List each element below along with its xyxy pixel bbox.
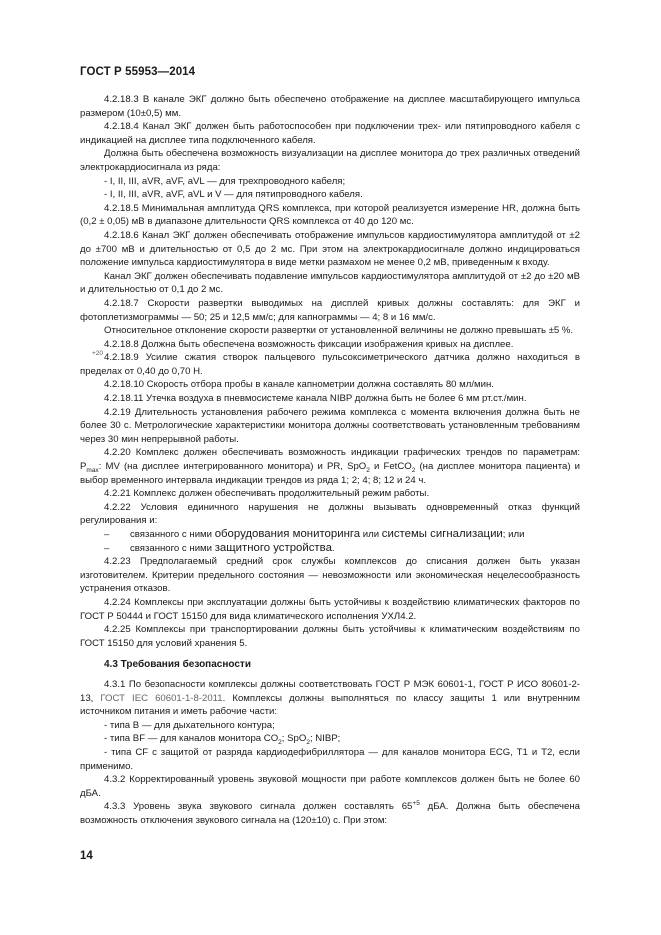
paragraph: Канал ЭКГ должен обеспечивать подавление импульсов кардиостимулятора амплитудой от ±2 до ±20 мВ и длительностью от 0,1 до 2 мс. — [80, 270, 580, 296]
list-item: - I, II, III, aVR, aVF, aVL и V — для пятипроводного кабеля. — [104, 189, 363, 201]
paragraph: 4.2.18.5 Минимальная амплитуда QRS комплекса, при которой реализуется измерение HR, должна быть (0,2 ± 0,05) мВ в диапазоне длительности QRS комплекса от 40 до 120 мс. — [80, 202, 580, 228]
paragraph: 4.2.18.7 Скорости развертки выводимых на дисплей кривых должны составлять: для ЭКГ и фотоплетизмограммы — 50; 25 и 12,5 мм/с; для капнограммы — 4; 8 и 16 мм/с. — [80, 297, 580, 323]
document-body — [80, 93, 580, 827]
dash-term: оборудования мониторинга — [214, 528, 361, 540]
paragraph: 4.2.19 Длительность установления рабочего режима комплекса с момента включения должна быть не более 30 с. Метрологические характеристики монитора должны соответствовать установленным требованиям через 30 мин непрерывной работы. — [80, 406, 580, 445]
safety-text-c: . Комплексы должны выполняться по классу защиты 1 или внутренним источником питания и иметь рабочие части: — [80, 692, 581, 718]
paragraph: Должна быть обеспечена возможность визуализации на дисплее монитора до трех различных отведений электрокардиосигнала из ряда: — [80, 148, 580, 173]
bf-text-a: - типа BF — для каналов монитора CO — [104, 733, 279, 745]
paragraph: 4.2.23 Предполагаемый средний срок службы комплексов до списания должен быть указан изготовителем. Критерии предельного состояния — невозможности или экономическая нецелесообразность устранения отказов. — [80, 556, 580, 595]
dash-item: – связанного с ними защитного устройства. — [104, 541, 335, 554]
safety-text-a: 4.3.1 По безопасности комплексы должны соответствовать ГОСТ Р МЭК 60601-1, ГОСТ Р ИСО 80601-2-13, — [80, 678, 580, 704]
dash-text: или — [362, 529, 380, 540]
dash-text: связанного с ними — [130, 542, 213, 554]
paragraph: 4.2.18.8 Должна быть обеспечена возможность фиксации изображения кривых на дисплее. — [104, 338, 514, 350]
paragraph: Относительное отклонение скорости развертки от установленной величины не должно превышать ±5 %. — [104, 325, 574, 337]
margin-note: +20 — [92, 350, 104, 357]
paragraph-trends: 4.2.20 Комплекс должен обеспечивать возможность индикации графических трендов по параметрам: $P_{max}$: MV (на дисплее интегрированного монитора) и PR, SpO$_2$ и FetCO$_2$ (на дисплее монитора пациента) и выбор временного интервала индикации трендов из ряда 1; 2; 4; 8; 12 и 24 ч. — [80, 447, 580, 486]
paragraph: 4.2.25 Комплексы при транспортировании должны быть устойчивы к климатическим воздействиям по ГОСТ 15150 для условий хранения 5. — [80, 624, 580, 649]
sound-text-a: 4.3.3 Уровень звука звукового сигнала должен составлять 65 — [104, 801, 413, 813]
dash-text: связанного с ними — [130, 529, 213, 540]
list-item-cf: - типа CF с защитой от разряда кардиодефибриллятора — для каналов монитора ECG, T1 и T2, если применимо. — [80, 746, 580, 772]
page-number: 14 — [80, 850, 93, 862]
trends-text-c: (на дисплее монитора пациента) и выбор временного интервала индикации трендов из ряда 1; 2; 4; 8; 12 и 24 ч. — [80, 461, 580, 486]
paragraph: 4.2.22 Условия единичного нарушения не должны вызывать одновременный отказ функций регулирования и: — [80, 501, 580, 527]
paragraph-safety — [80, 678, 580, 719]
paragraph: 4.2.18.11 Утечка воздуха в пневмосистеме канала NIBP должна быть не более 6 мм рт.ст./мин. — [104, 393, 527, 405]
list-item-bf: - типа BF — для каналов монитора $CO_2$; SpO$_2$; NIBP; — [104, 733, 341, 747]
list-item: - типа В — для дыхательного контура; — [104, 719, 275, 731]
paragraph: 4.2.18.10 Скорость отбора пробы в канале капнометрии должна составлять 80 мл/мин. — [104, 379, 494, 391]
section-heading: 4.3 Требования безопасности — [104, 659, 251, 671]
bf-text-c: ; NIBP; — [309, 733, 341, 745]
paragraph: 4.2.18.4 Канал ЭКГ должен быть работоспособен при подключении трех- или пятипроводного кабеля с индикацией на дисплее типа подключенного кабеля. — [80, 121, 580, 146]
sound-text-b: дБА. Должна быть обеспечена возможность отключения звукового сигнала на (120±10) с. При этом: — [80, 801, 580, 826]
dash-text: ; или — [502, 529, 525, 540]
dash-text: . — [331, 542, 335, 554]
paragraph: 4.2.24 Комплексы при эксплуатации должны быть устойчивы к воздействию климатических факторов по ГОСТ Р 50444 и ГОСТ 15150 для вида климатического исполнения УХЛ4.2. — [80, 596, 580, 622]
list-item: - I, II, III, aVR, aVF, aVL — для трехпроводного кабеля; — [104, 175, 346, 187]
paragraph-sound: 4.3.3 Уровень звука звукового сигнала должен составлять $65^{+5}$ дБА. Должна быть обеспечена возможность отключения звукового сигнала на (120±10) с. При этом: — [80, 800, 580, 826]
paragraph: 4.2.21 Комплекс должен обеспечивать продолжительный режим работы. — [104, 488, 430, 500]
paragraph: 4.2.18.6 Канал ЭКГ должен обеспечивать отображение импульсов кардиостимулятора амплитудой от ±2 до ±700 мВ и длительностью от 0,5 до 2 мс. При этом на электрокардиосигнале должно индицироваться положение импульса кардиостимулятора в виде метки размахом не менее 0,2 мВ, приведенным к входу. — [80, 229, 580, 269]
document-header: ГОСТ Р 55953—2014 — [80, 66, 196, 78]
trends-text-a: 4.2.20 Комплекс должен обеспечивать возможность индикации графических трендов по параметрам: — [104, 447, 580, 459]
dash-item: – связанного с ними оборудования мониторинга или системы сигнализации; или — [104, 528, 525, 540]
dash-term: системы сигнализации — [381, 528, 503, 540]
dash-term: защитного устройства — [214, 541, 332, 554]
standard-reference: ГОСТ IEC 60601-1-8-2011 — [100, 692, 223, 704]
paragraph: 4.2.18.9 Усилие сжатия створок пальцевого пульсоксиметрического датчика должно находиться в пределах от 0,40 до 0,70 Н. — [80, 352, 580, 377]
bf-text-b: ; SpO — [281, 733, 307, 745]
trends-text-b: MV (на дисплее интегрированного монитора) и PR, — [105, 461, 343, 473]
paragraph: 4.2.18.3 В канале ЭКГ должно быть обеспечено отображение на дисплее масштабирующего импульса размером (10±0,5) мм. — [80, 94, 580, 119]
paragraph: 4.3.2 Корректированный уровень звуковой мощности при работе комплексов должен быть не более 60 дБА. — [80, 774, 580, 799]
